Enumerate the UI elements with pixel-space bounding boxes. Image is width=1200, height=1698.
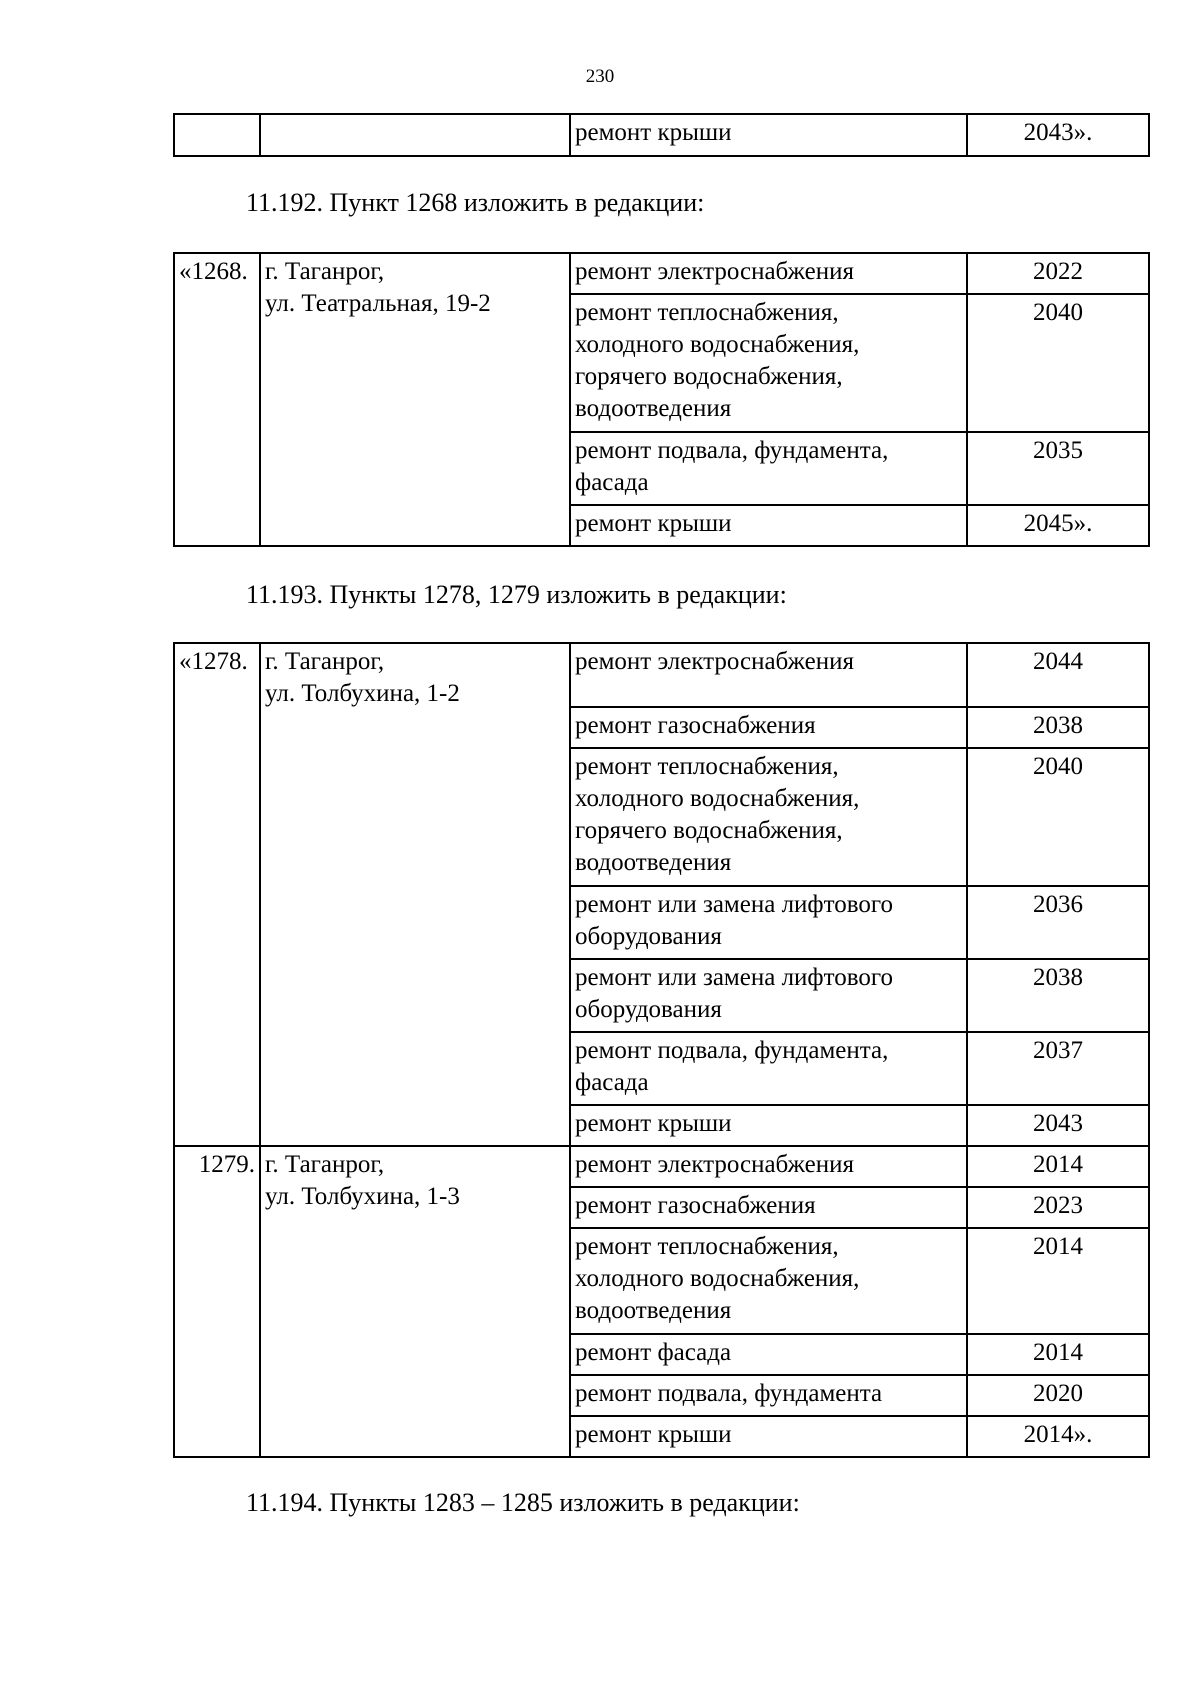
- work-cell: ремонт или замена лифтового оборудования: [570, 886, 967, 959]
- address-cell: г. Таганрог, ул. Толбухина, 1-2: [260, 643, 570, 1146]
- table-continuation: [173, 113, 1150, 157]
- year-cell: 2020: [967, 1375, 1149, 1416]
- work-cell: ремонт фасада: [570, 1334, 967, 1375]
- year-cell: 2038: [967, 707, 1149, 748]
- year-cell: 2014: [967, 1334, 1149, 1375]
- paragraph-11-194: 11.194. Пункты 1283 – 1285 изложить в редакции:: [246, 1488, 800, 1517]
- item-number-cell: «1268.: [174, 253, 260, 546]
- work-cell: ремонт крыши: [570, 1105, 967, 1146]
- table-row: [174, 643, 1149, 707]
- work-cell: ремонт электроснабжения: [570, 643, 967, 707]
- table-items-1278-1279: [173, 642, 1150, 1458]
- year-cell: 2014: [967, 1146, 1149, 1187]
- work-cell: ремонт подвала, фундамента, фасада: [570, 432, 967, 505]
- year-cell: 2014».: [967, 1416, 1149, 1457]
- table-row: [174, 114, 1149, 156]
- year-cell: 2035: [967, 432, 1149, 505]
- work-cell: ремонт электроснабжения: [570, 253, 967, 294]
- year-cell: 2036: [967, 886, 1149, 959]
- year-cell: 2043».: [967, 114, 1149, 156]
- table-item-1268: [173, 252, 1150, 547]
- work-cell: ремонт теплоснабжения, холодного водоснабжения, водоотведения: [570, 1228, 967, 1334]
- item-number-cell: 1279.: [174, 1146, 260, 1457]
- item-number-cell: «1278.: [174, 643, 260, 1146]
- address-cell: [260, 114, 570, 156]
- address-cell: г. Таганрог, ул. Театральная, 19-2: [260, 253, 570, 546]
- work-cell: ремонт крыши: [570, 1416, 967, 1457]
- work-cell: ремонт крыши: [570, 114, 967, 156]
- year-cell: 2023: [967, 1187, 1149, 1228]
- year-cell: 2044: [967, 643, 1149, 707]
- work-cell: ремонт или замена лифтового оборудования: [570, 959, 967, 1032]
- year-cell: 2038: [967, 959, 1149, 1032]
- year-cell: 2014: [967, 1228, 1149, 1334]
- page-number: 230: [585, 66, 615, 87]
- work-cell: ремонт газоснабжения: [570, 1187, 967, 1228]
- address-cell: г. Таганрог, ул. Толбухина, 1-3: [260, 1146, 570, 1457]
- work-cell: ремонт теплоснабжения, холодного водоснабжения, горячего водоснабжения, водоотведения: [570, 294, 967, 432]
- work-cell: ремонт подвала, фундамента: [570, 1375, 967, 1416]
- work-cell: ремонт электроснабжения: [570, 1146, 967, 1187]
- year-cell: 2043: [967, 1105, 1149, 1146]
- work-cell: ремонт крыши: [570, 505, 967, 546]
- work-cell: ремонт газоснабжения: [570, 707, 967, 748]
- year-cell: 2040: [967, 294, 1149, 432]
- table-row: [174, 253, 1149, 294]
- year-cell: 2045».: [967, 505, 1149, 546]
- table-row: [174, 1146, 1149, 1187]
- year-cell: 2022: [967, 253, 1149, 294]
- work-cell: ремонт теплоснабжения, холодного водоснабжения, горячего водоснабжения, водоотведения: [570, 748, 967, 886]
- paragraph-11-192: 11.192. Пункт 1268 изложить в редакции:: [246, 188, 705, 217]
- work-cell: ремонт подвала, фундамента, фасада: [570, 1032, 967, 1105]
- paragraph-11-193: 11.193. Пункты 1278, 1279 изложить в редакции:: [246, 580, 787, 609]
- year-cell: 2037: [967, 1032, 1149, 1105]
- item-number-cell: [174, 114, 260, 156]
- year-cell: 2040: [967, 748, 1149, 886]
